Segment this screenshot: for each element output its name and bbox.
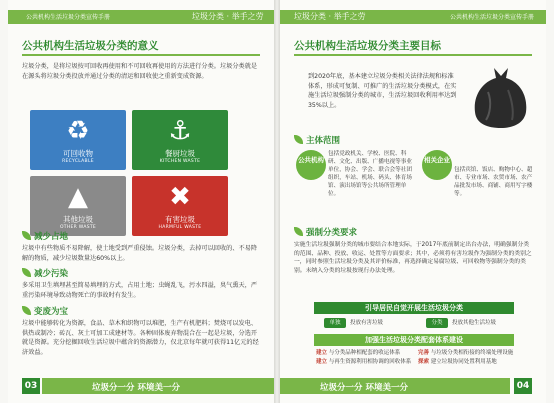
hazard-icon: ✖ xyxy=(169,182,191,212)
bin-en: KITCHEN WASTE xyxy=(159,159,201,164)
left-title-rule xyxy=(22,54,260,56)
section-title: 主体范围 xyxy=(306,136,341,146)
system-row xyxy=(316,350,400,358)
recycle-icon: ♻ xyxy=(66,116,90,146)
system-key: 建立 xyxy=(316,359,328,365)
system-value: 建立垃圾协同处置利用基地 xyxy=(430,359,497,365)
bin-recyclable xyxy=(30,110,126,170)
section-title: 减少占地 xyxy=(34,232,69,242)
left-page xyxy=(8,0,274,403)
left-intro: 垃圾分类，是将垃圾按可回收再使用和不可回收再使用的方法进行分类。垃圾分类就是在源头将垃圾分类投放并通过分类的清运和回收使之重新变成资源。 xyxy=(22,63,258,80)
section-title: 变废为宝 xyxy=(34,307,69,317)
bin-kitchen xyxy=(132,110,228,170)
right-page-title: 公共机构生活垃圾分类主要目标 xyxy=(294,40,441,52)
bin-en: OTHER WASTE xyxy=(59,225,97,230)
section-reduce-pollution xyxy=(22,267,142,279)
section-text: 垃圾中能够转化为资源，食品、草木和织物可以堆肥，生产有机肥料；焚烧可以发电、供热或制冷；砖瓦、灰土可加工成建材等。各种固体废弃物混合在一起是垃圾，分选开就是资源。充分挖掘回收生活垃圾中蕴含的资源潜力，仅北京每年就可获得11亿元的经济效益。 xyxy=(22,320,259,356)
chip-classify-text: 投放其他生活垃圾 xyxy=(452,320,497,326)
right-header-bar xyxy=(280,10,546,24)
left-footer-bar xyxy=(42,378,274,394)
section-requirements xyxy=(294,226,414,238)
section-reduce-land xyxy=(22,230,142,242)
leaf-icon xyxy=(22,231,31,240)
bubble-public-institution-text: 包括党政机关、学校、医院、科研、文化、出版、广播电视等事业单位，协会、学会、联合会等社团组织，车站、机场、码头、体育场馆、演出场馆等公共场所管理单位。 xyxy=(328,151,412,197)
bubble-related-enterprise: 相关企业 xyxy=(422,150,452,180)
right-footer-slogan: 垃圾分一分 环境美一分 xyxy=(320,383,408,393)
right-page xyxy=(280,0,546,403)
banner-support-system: 加强生活垃圾分类配套体系建设 xyxy=(314,334,514,346)
system-key: 建立 xyxy=(316,350,328,356)
left-header-text: 公共机构生活垃圾分类宣传手册 xyxy=(26,14,111,21)
bin-name: 可回收物 xyxy=(63,149,93,158)
left-footer-slogan: 垃圾分一分 环境美一分 xyxy=(92,383,180,393)
left-header-right: 垃圾分类 · 举手之劳 xyxy=(192,12,264,21)
section-waste-to-treasure xyxy=(22,305,142,317)
right-intro: 到2020年底，基本建立垃圾分类相关法律法规和标准体系，形成可复制、可推广的生活垃圾分类模式，在实施生活垃圾强制分类的城市，生活垃圾回收利用率达到35%以上。 xyxy=(308,73,457,109)
system-row xyxy=(418,350,513,358)
left-header-bar xyxy=(8,10,274,24)
bubble-related-enterprise-text: 包括宾馆、饭店、购物中心、超市、专业市场、农贸市场、农产品批发市场、商铺、商用写字楼等。 xyxy=(454,167,533,197)
bin-other xyxy=(30,176,126,236)
requirements-text: 实施生活垃圾强制分类的城市要结合本地实际，于2017年底前制定出台办法，明确强制分类的范围、品种、投放、收运、处置等方面要求；其中，必须将有害垃圾作为强制分类的类别之一，同时参照生活垃圾分类及其评价标准，再选择确定易腐垃圾、可回收物等强制分类的类别。未纳入分类的垃圾按现行办法处理。 xyxy=(294,242,532,274)
system-row xyxy=(316,359,411,367)
bin-name: 餐厨垃圾 xyxy=(165,149,195,158)
trash-bag-icon xyxy=(468,62,534,130)
leaf-icon xyxy=(294,227,303,236)
section-text: 垃圾中有些物质不易降解，使土地受到严重侵蚀。垃圾分类，去掉可以回收的、不易降解的物质，减少垃圾数量达60%以上。 xyxy=(22,245,258,262)
right-header-left: 垃圾分类 · 举手之劳 xyxy=(294,12,366,21)
bin-name: 有害垃圾 xyxy=(165,215,195,224)
leaf-icon xyxy=(294,135,303,144)
banner-guide-residents: 引导居民自觉开展生活垃圾分类 xyxy=(314,302,514,314)
system-value: 与再生资源利用相协调的回收体系 xyxy=(328,359,412,365)
trash-icon: ▲ xyxy=(68,182,88,212)
right-header-text: 公共机构生活垃圾分类宣传手册 xyxy=(450,14,535,21)
left-page-number: 03 xyxy=(22,378,40,394)
section-title: 强制分类要求 xyxy=(306,228,358,238)
system-value: 与垃圾分类相衔接的终端处理设施 xyxy=(430,350,514,356)
bin-name: 其他垃圾 xyxy=(63,215,93,224)
leaf-icon xyxy=(22,306,31,315)
system-key: 完善 xyxy=(418,350,430,356)
leaf-icon xyxy=(22,268,31,277)
system-key: 探索 xyxy=(418,359,430,365)
left-page-title: 公共机构生活垃圾分类的意义 xyxy=(22,40,159,52)
chip-separate-text: 投放有害垃圾 xyxy=(350,320,384,326)
chip-separate: 单独 xyxy=(324,318,346,328)
fishbone-icon: ⚓ xyxy=(168,116,192,146)
right-footer-bar xyxy=(280,378,510,394)
section-text: 多采用卫生填埋甚至简易填埋的方式，占用土地；虫蝇乱飞，污水四溢，臭气熏天，严重污染环境导致动物死亡的事故时有发生。 xyxy=(22,282,258,299)
section-title: 减少污染 xyxy=(34,269,69,279)
section-scope xyxy=(294,134,414,146)
system-value: 与分类品种相配套的收运体系 xyxy=(328,350,401,356)
right-page-number: 04 xyxy=(514,378,532,394)
chip-classify: 分类 xyxy=(426,318,448,328)
system-row xyxy=(418,359,497,367)
bubble-public-institution: 公共机构 xyxy=(296,150,326,180)
right-title-rule xyxy=(294,54,532,56)
bin-harmful xyxy=(132,176,228,236)
bin-en: HARMFUL WASTE xyxy=(158,225,202,230)
bin-en: RECYCLABLE xyxy=(62,159,94,164)
